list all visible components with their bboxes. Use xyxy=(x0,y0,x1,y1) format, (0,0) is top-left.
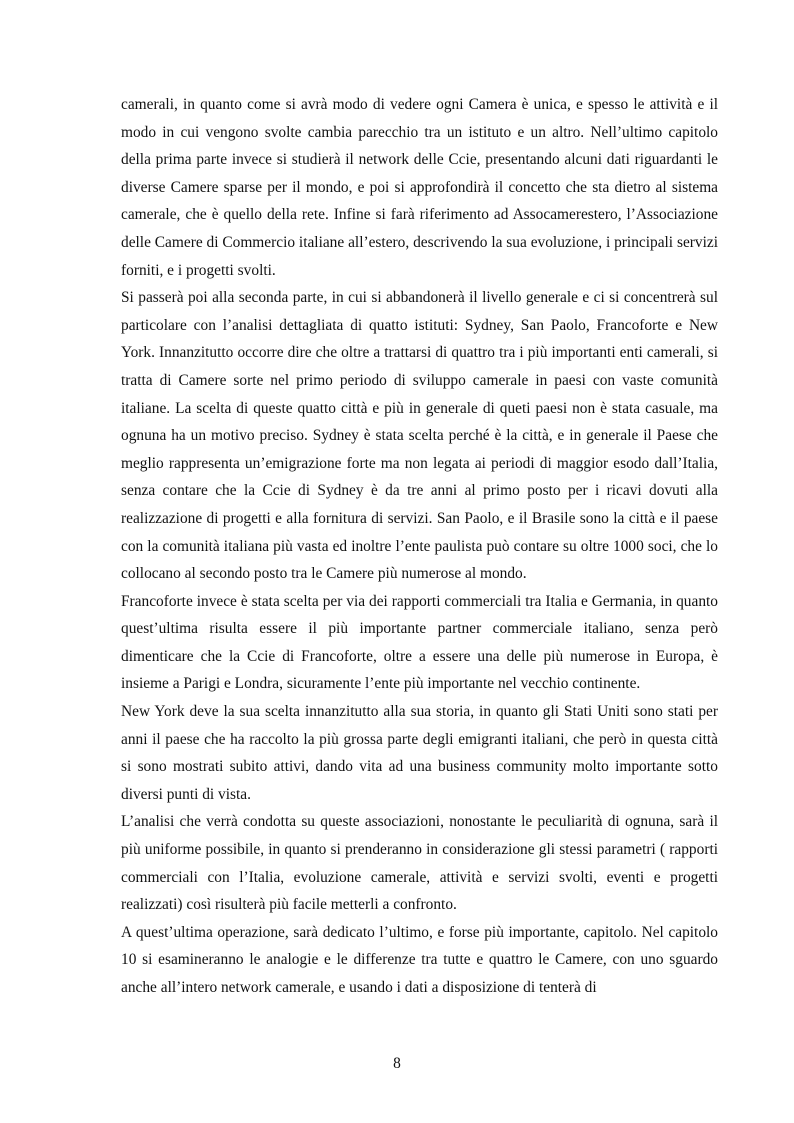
paragraph-4: New York deve la sua scelta innanzitutto alla sua storia, in quanto gli Stati Uniti sono stati per anni il paese che ha raccolto la più grossa parte degli emigranti italiani, che però in questa città si sono mostrati subito attivi, dando vita ad una business community molto importante sotto diversi punti di vista. xyxy=(121,703,718,803)
paragraph-1: camerali, in quanto come si avrà modo di vedere ogni Camera è unica, e spesso le attività e il modo in cui vengono svolte cambia parecchio tra un istituto e un altro. Nell’ultimo capitolo della prima parte invece si studierà il network delle Ccie, presentando alcuni dati riguardanti le diverse Camere sparse per il mondo, e poi si approfondirà il concetto che sta dietro al sistema camerale, che è quello della rete. Infine si farà riferimento ad Assocamerestero, l’Associazione delle Camere di Commercio italiane all’estero, descrivendo la sua evoluzione, i principali servizi forniti, e i progetti svolti. xyxy=(121,96,718,279)
paragraph-3: Francoforte invece è stata scelta per via dei rapporti commerciali tra Italia e Germania, in quanto quest’ultima risulta essere il più importante partner commerciale italiano, senza però dimenticare che la Ccie di Francoforte, oltre a essere una delle più numerose in Europa, è insieme a Parigi e Londra, sicuramente l’ente più importante nel vecchio continente. xyxy=(121,592,718,693)
body-text xyxy=(121,91,718,1002)
paragraph-2: Si passerà poi alla seconda parte, in cui si abbandonerà il livello generale e ci si concentrerà sul particolare con l’analisi dettagliata di quatto istituti: Sydney, San Paolo, Francoforte e New York. Innanzitutto occorre dire che oltre a trattarsi di quattro tra i più importanti enti camerali, si tratta di Camere sorte nel primo periodo di sviluppo camerale in paesi con vaste comunità italiane. La scelta di queste quatto città e più in generale di queti paesi non è stata casuale, ma ognuna ha un motivo preciso. Sydney è stata scelta perché è la città, e in generale il Paese che meglio rappresenta un’emigrazione forte ma non legata ai periodi di maggior esodo dall’Italia, senza contare che la Ccie di Sydney è da tre anni al primo posto per i ricavi dovuti alla realizzazione di progetti e alla fornitura di servizi. San Paolo, e il Brasile sono la città e il paese con la comunità italiana più vasta ed inoltre l’ente paulista può contare su oltre 1000 soci, che lo collocano al secondo posto tra le Camere più numerose al mondo. xyxy=(121,289,718,583)
paragraph-5: L’analisi che verrà condotta su queste associazioni, nonostante le peculiarità di ognuna, sarà il più uniforme possibile, in quanto si prenderanno in considerazione gli stessi parametri ( rapporti commerciali con l’Italia, evoluzione camerale, attività e servizi svolti, eventi e progetti realizzati) così risulterà più facile metterli a confronto. xyxy=(121,813,718,914)
page-number: 8 xyxy=(393,1055,401,1072)
paragraph-6: A quest’ultima operazione, sarà dedicato l’ultimo, e forse più importante, capitolo. Nel capitolo 10 si esamineranno le analogie e le differenze tra tutte e quattro le Camere, con uno sguardo anche all’intero network camerale, e usando i dati a disposizione di tenterà di xyxy=(121,923,718,996)
